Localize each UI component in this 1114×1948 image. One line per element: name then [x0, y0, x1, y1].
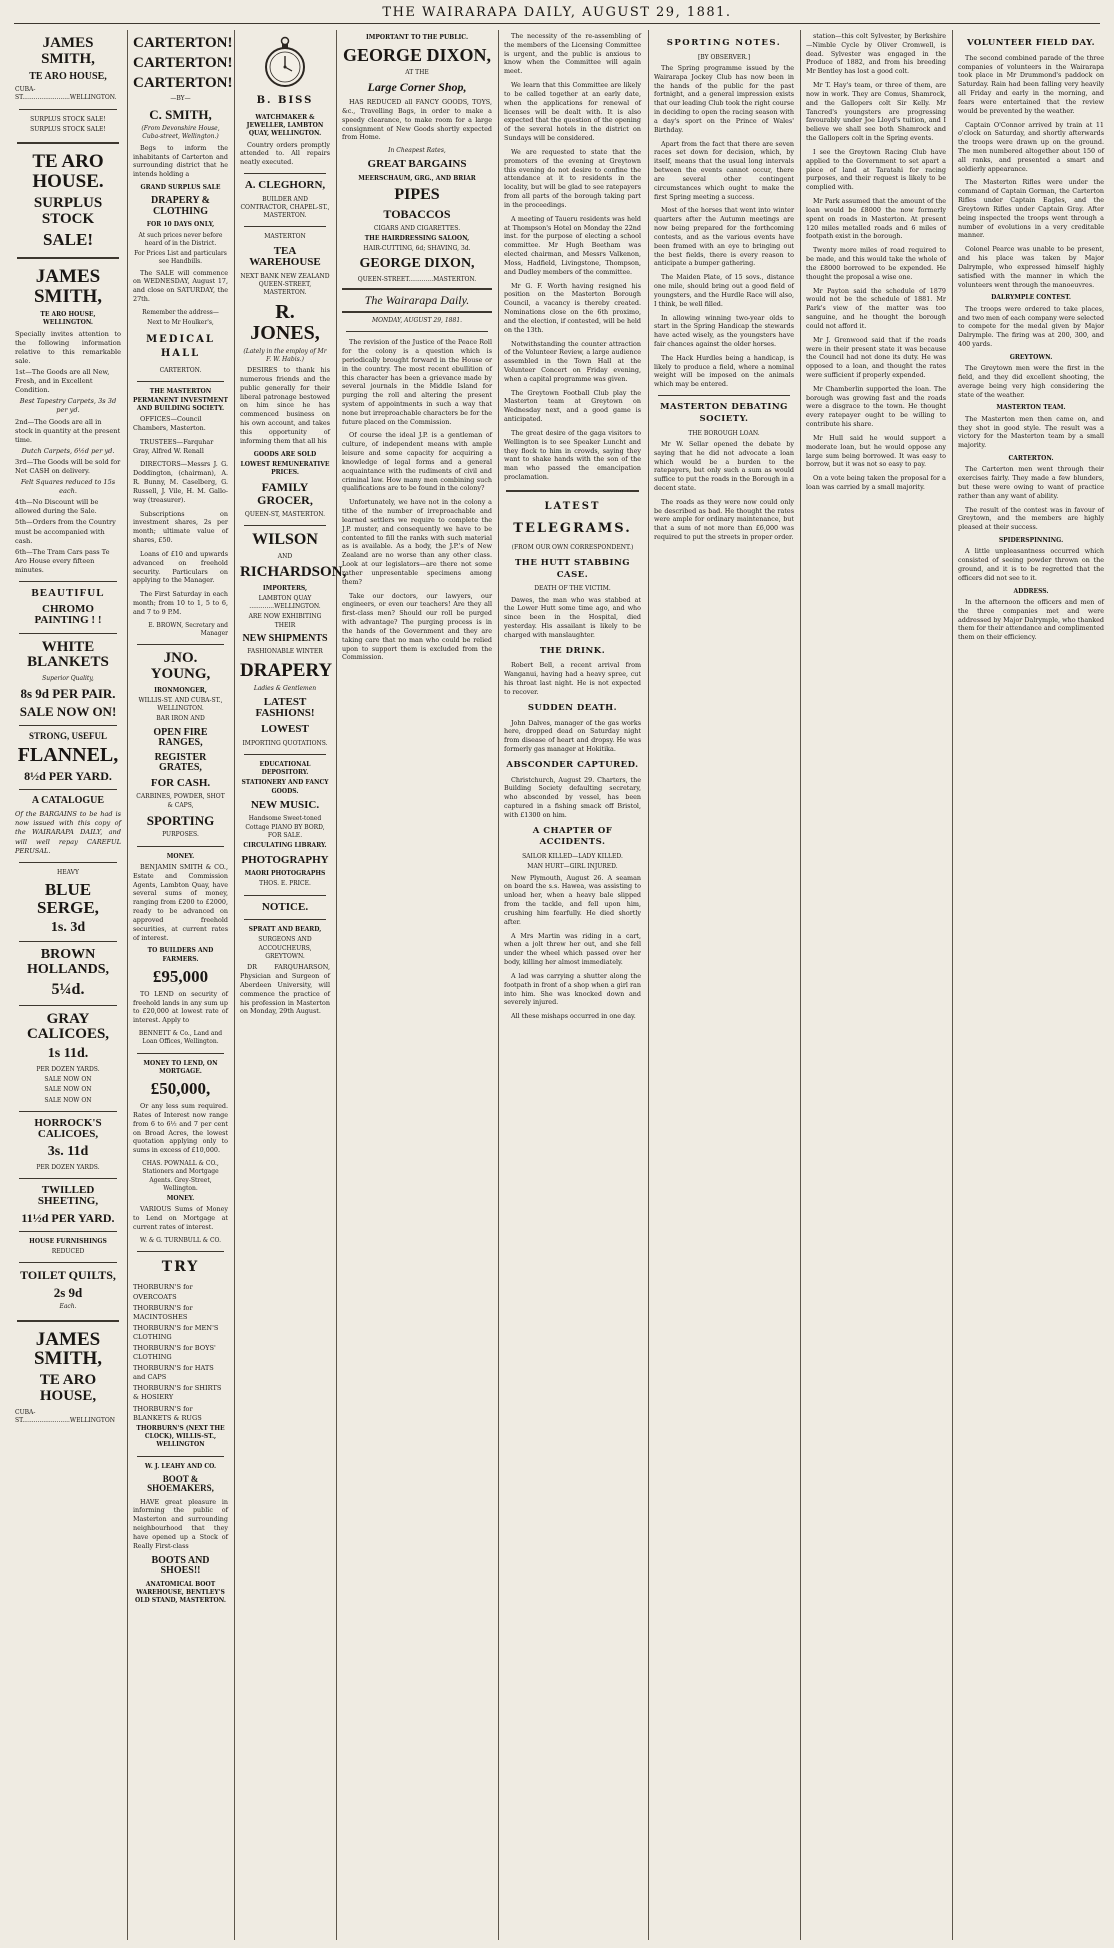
catalogue-text: Of the BARGAINS to be had is now issued with this copy of the WAIRARAPA DAILY, and will well repay CAREFUL PERUSAL.: [15, 810, 121, 855]
leahy-heading: W. J. LEAHY AND CO.: [144, 1462, 217, 1470]
accidents-subheading: MAN HURT—GIRL INJURED.: [527, 863, 618, 871]
news-paragraph: Dawes, the man who was stabbed at the Lower Hutt some time ago, and who since been in the Hospital, died yesterday. His assailant is likely to be charged with manslaughter.: [504, 595, 641, 639]
medical-hall: MEDICAL HALL: [146, 334, 215, 360]
important-heading: IMPORTANT TO THE PUBLIC.: [365, 34, 469, 41]
wilson-heading: WILSON: [252, 530, 318, 548]
money-text: BENJAMIN SMITH & CO., Estate and Commission Agents, Lambton Quay, have several sums of money, ranging from £200 to £2000, ready to be advanced on approved freehold securities, at current rates of interest.: [133, 863, 228, 942]
borough-loan-subheading: THE BOROUGH LOAN.: [688, 429, 760, 437]
column-5: [499, 30, 646, 1940]
byline: [BY OBSERVER.]: [697, 53, 751, 61]
bar-iron: BAR IRON AND: [156, 715, 205, 723]
watchmaker-text: Country orders promptly attended to. All repairs neatly executed.: [240, 140, 330, 167]
flannel-price: 8½d PER YARD.: [24, 769, 112, 784]
meerschaum-heading: MEERSCHAUM, GRG., AND BRIAR: [358, 174, 476, 182]
volunteer-paragraph: Colonel Pearce was unable to be present, and his place was taken by Major Dalrymple, who expressed himself highly satisfied with the manner in which the volunteers went through the manoeuvres.: [958, 245, 1104, 289]
column-8: [953, 30, 1109, 1940]
biss-heading: B. BISS: [256, 95, 314, 106]
news-paragraph: The Greytown Football Club play the Masterton team at Greytown on Wednesday next, and a good game is anticipated.: [504, 388, 641, 424]
library-heading: CIRCULATING LIBRARY.: [243, 842, 327, 850]
loan-amount: £95,000: [152, 966, 209, 986]
news-paragraph: Mr Park assumed that the amount of the loan would be £8000 the now formerly spent on roads in Masterton. At present 120 miles metalled roads and 6 miles of footpath exist in the borough.: [806, 197, 946, 241]
importing-label: IMPORTING QUOTATIONS.: [242, 739, 328, 747]
debate-paragraph: The roads as they were now could only be described as bad. He thought the rates were ample for ordinary maintenance, but that a sum of not more than £6,000 was required to put the streets in proper order.: [654, 497, 794, 542]
store-address-line: TE ARO HOUSE, WELLINGTON.: [40, 311, 96, 327]
thorburns-line: THORBURN'S for OVERCOATS: [133, 1283, 193, 1301]
thorburns-line: THORBURN'S for MEN'S CLOTHING: [133, 1323, 219, 1341]
cheapest-rates: In Cheapest Rates,: [388, 147, 446, 155]
sale-item: Dutch Carpets, 6½d per yd.: [21, 446, 115, 455]
column-6: [649, 30, 799, 1940]
sporting-paragraph: Most of the horses that went into winter quarters after the Autumn meetings are now being prepared for the forthcoming contests, and as the various events have been framed with an eye to bringing out the best fields, there is every reason to anticipate a bumper gathering.: [654, 206, 794, 268]
carterton-heading: CARTERTON.: [1008, 454, 1054, 462]
chromo-heading: CHROMO PAINTING ! !: [34, 602, 102, 627]
society-heading: THE MASTERTON PERMANENT INVESTMENT AND BUILDING SOCIETY.: [133, 388, 228, 412]
handbills-text: For Prices List and particulars see Handbills.: [134, 250, 227, 266]
footer-address: CUBA-ST.........................WELLINGTON: [15, 1408, 116, 1425]
drink-heading: THE DRINK.: [539, 645, 606, 656]
news-paragraph: Mr G. F. Worth having resigned his position on the Masterton Borough Council, a vacancy is thereby created. Nominations close on the 6th proximo, and the election, if contested, will be held on the 13th.: [504, 281, 641, 334]
grates-heading: REGISTER GRATES,: [154, 751, 207, 774]
news-paragraph: The great desire of the gaga visitors to Wellington is to see Speaker Luncht and they flock to him in crowds, saying they want to shake hands with the son of the man who passed the emancipation proclamation.: [504, 428, 641, 482]
cigars-label: CIGARS AND CIGARETTES.: [373, 224, 461, 232]
notice-heading: NOTICE.: [261, 900, 309, 913]
ranges-heading: OPEN FIRE RANGES,: [153, 726, 208, 749]
news-paragraph: Mr J. Grenwood said that if the roads were in their present state it was because the Council had not done its duty. He was opposed to a loan, and thought the rates were sufficient if properly expended.: [806, 335, 946, 379]
accidents-subheading: SAILOR KILLED—LADY KILLED.: [522, 853, 623, 861]
carterton-label: CARTERTON.: [159, 367, 202, 375]
news-paragraph: A lad was carrying a shutter along the footpath in front of a shop when a girl ran into him. She was knocked down and severely injured.: [504, 971, 641, 1007]
furnishings-reduced: REDUCED: [51, 1247, 85, 1255]
farquharson-text: DR FARQUHARSON, Physician and Surgeon of Aberdeen University, will commence the practice of his profession in Masterton on Monday, 29th August.: [240, 963, 330, 1016]
cleghorn-heading: A. CLEGHORN,: [244, 179, 326, 192]
telegrams-heading: TELEGRAMS.: [513, 520, 632, 536]
mortgage-amount: £50,000,: [150, 1079, 211, 1099]
sporting-paragraph: The Hack Hurdles being a handicap, is likely to produce a field, where a nominal weight will be imposed on the animals which may be entered.: [654, 353, 794, 389]
sale-item: Felt Squares reduced to 15s each.: [20, 478, 116, 496]
advertiser-name: C. SMITH,: [149, 106, 212, 122]
sale-item: 4th—No Discount will be allowed during the Sale.: [15, 498, 99, 516]
mortgage-heading: MONEY TO LEND, ON MORTGAGE.: [143, 1059, 218, 1075]
society-loans: Loans of £10 and upwards advanced on freehold security. Particulars on applying to the Manager.: [133, 549, 228, 585]
issue-date: MONDAY, AUGUST 29, 1881.: [371, 316, 463, 324]
advertiser-origin: (From Devonshire House, Cuba-street, Wellington.): [141, 125, 220, 141]
jones-text: DESIRES to thank his numerous friends and the public generally for their liberal patronage bestowed on him since he has commenced business on his own account, and takes this opportunity of informing them that all his: [240, 366, 330, 445]
new-music: NEW MUSIC.: [250, 798, 320, 811]
latest-heading: LATEST: [544, 500, 601, 512]
thorburns-line: THORBURN'S for BOYS' CLOTHING: [133, 1343, 216, 1362]
news-paragraph: John Dalves, manager of the gas works here, dropped dead on Saturday night from disease of heart and dropsy. He was formerly gas manager at Hokitika.: [504, 718, 641, 753]
sale-item: 6th—The Tram Cars pass Te Aro House every fifteen minutes.: [15, 547, 110, 574]
news-paragraph: Robert Bell, a recent arrival from Wanganui, having had a heavy spree, cut his throat last night. He is not expected to recover.: [504, 661, 641, 696]
society-directors: DIRECTORS—Messrs J. G. Doddington, (chairman), A. R. Bunny, M. Caselberg, G. Russell, J. Vile, H. M. Gallo-way (treasurer).: [133, 460, 228, 504]
hollands-price: 5¼d.: [51, 980, 85, 998]
ironmonger-label: IRONMONGER,: [154, 686, 207, 694]
boot-warehouse: ANATOMICAL BOOT WAREHOUSE, BENTLEY'S OLD STAND, MASTERTON.: [135, 1580, 226, 1605]
purposes-label: PURPOSES.: [162, 831, 199, 839]
store-banner: TE ARO HOUSE.: [32, 151, 104, 192]
family-grocer: FAMILY GROCER,: [257, 480, 313, 507]
column-2-ads: [128, 30, 233, 1940]
at-the: AT THE: [405, 69, 429, 77]
importers-label: IMPORTERS,: [262, 584, 308, 592]
sale-now-on: SALE NOW ON!: [19, 704, 117, 720]
thorburns-line: THORBURN'S for SHIRTS & HOSIERY: [133, 1384, 222, 1402]
latest-fashions: LATEST FASHIONS!: [255, 695, 315, 720]
masthead: [0, 0, 1114, 26]
society-secretary: E. BROWN, Secretary and Manager: [148, 621, 228, 637]
piano-text: Handsome Sweet-toned Cottage PIANO BY BORD, FOR SALE.: [245, 815, 325, 839]
blankets-quality: Superior Quality,: [42, 675, 94, 683]
blankets-heading: WHITE BLANKETS: [27, 638, 109, 671]
hairdressing-heading: THE HAIRDRESSING SALOON,: [364, 234, 470, 242]
sporting-paragraph: Apart from the fact that there are seven races set down for decision, which, by itself, means that the usual long intervals between the events cannot occur, there are several other contingent circumstances which ought to make the first Spring meeting a success.: [654, 139, 794, 201]
sporting-paragraph: In allowing winning two-year olds to start in the Spring Handicap the stewards have acted wisely, as the youngsters have fair chances against the older horses.: [654, 313, 794, 348]
educational-heading: EDUCATIONAL DEPOSITORY.: [259, 760, 311, 777]
pipes-heading: PIPES: [394, 186, 440, 204]
boots-shoes: BOOTS AND SHOES!!: [151, 1554, 210, 1577]
jones-heading: R. JONES,: [250, 300, 320, 344]
surgeons-label: SURGEONS AND ACCOUCHEURS, GREYTOWN.: [258, 936, 312, 960]
sale-item: 5th—Orders from the Country must be accompanied with cash.: [15, 518, 116, 545]
goods-sold: GOODS ARE SOLD: [253, 450, 317, 458]
loan-agent: BENNETT & Co., Land and Loan Offices, Wellington.: [138, 1030, 223, 1046]
news-paragraph: Christchurch, August 29. Charters, the Building Society defaulting secretary, who absconded by vessel, has been captured in a fishing smack off Bristol, with £1300 on him.: [504, 775, 641, 819]
stationery-heading: STATIONERY AND FANCY GOODS.: [241, 779, 329, 795]
young-heading: JNO. YOUNG,: [150, 650, 211, 682]
column-4: [337, 30, 497, 1940]
boot-heading: BOOT & SHOEMAKERS,: [147, 1473, 214, 1494]
loan-text: TO LEND on security of freehold lands in any sum up to £20,000 at lowest rate of interest. Apply to: [133, 989, 228, 1025]
volunteer-paragraph: The Carterton men went through their exercises fairly. They made a few blunders, but these were owing to want of practice rather than any want of ability.: [958, 465, 1104, 500]
fashionable-label: FASHIONABLE WINTER: [247, 648, 323, 656]
footer-store-name: TE ARO HOUSE,: [39, 1372, 97, 1405]
advertiser-name-large: JAMES SMITH,: [33, 266, 103, 308]
maori-photographs: MAORI PHOTOGRAPHS: [244, 870, 326, 878]
column-7: [801, 30, 951, 1940]
by-label: —BY—: [170, 95, 191, 103]
serge-price: 1s. 3d: [50, 919, 86, 935]
sale-item: Best Tapestry Carpets, 3s 3d per yd.: [19, 397, 117, 415]
volunteer-heading: VOLUNTEER FIELD DAY.: [966, 38, 1096, 48]
sale-banner: SALE!: [42, 230, 94, 250]
editorial-paragraph: Of course the ideal J.P. is a gentleman of culture, of independent means with ample leisure and some capacity for acquiring a knowledge of legal forms and a general acquaintance with the rudiments of civil and criminal law. How many men combining such qualifications are to be found in the colony?: [342, 431, 492, 493]
furnishings-heading: HOUSE FURNISHINGS: [29, 1237, 107, 1245]
volunteer-paragraph: The result of the contest was in favour of Greytown, and the members are highly pleased at their success.: [958, 505, 1104, 532]
blankets-price: 8s 9d PER PAIR.: [20, 686, 116, 702]
haircut-prices: HAIR-CUTTING, 6d; SHAVING, 3d.: [363, 245, 471, 253]
carterton-banner: CARTERTON!: [133, 35, 233, 51]
photography-heading: PHOTOGRAPHY: [241, 853, 329, 866]
drapery-heading: DRAPERY: [240, 659, 333, 681]
address-label: Remember the address—: [142, 308, 219, 316]
dalrymple-heading: DALRYMPLE CONTEST.: [991, 294, 1071, 302]
horrocks-price: 3s. 11d: [47, 1143, 89, 1159]
sporting-paragraph: The Spring programme issued by the Wairarapa Jockey Club has now been in the hands of the public for the past fortnight, and a general impression exists that our leading Club took the right course in deciding to open the racing season with a day's sport on the Prince of Wales' Birthday.: [654, 63, 794, 134]
quilts-price: 2s 9d: [53, 1284, 83, 1300]
wilson-address: LAMBTON QUAY .............WELLINGTON.: [249, 594, 321, 611]
store-name: TE ARO HOUSE,: [29, 70, 107, 82]
mortgage-agent: CHAS. POWNALL & CO., Stationers and Mortgage Agents. Grey-Street, Wellington.: [142, 1160, 219, 1192]
flannel-intro: STRONG, USEFUL: [28, 730, 108, 741]
next-to: Next to Mr Houlker's,: [147, 319, 214, 327]
and-label: AND: [277, 552, 293, 560]
now-exhibiting: ARE NOW EXHIBITING THEIR: [248, 613, 322, 629]
surplus-line: SURPLUS STOCK SALE!: [30, 115, 106, 123]
sale-dates: The SALE will commence on WEDNESDAY, August 17, and close on SATURDAY, the 27th.: [133, 268, 228, 304]
dixon-text: HAS REDUCED all FANCY GOODS, TOYS, &c., Travelling Bags, in order to make a speedy clearance, to make room for a large consignment of New Goods shortly expected from Home.: [342, 98, 492, 142]
debate-paragraph: Mr W. Sellar opened the debate by saying that he did not advocate a loan which would be a burden to the ratepayers, but only such a sum as would suffice to put the roads in the Borough in a decent state.: [654, 439, 794, 492]
editorial-paragraph: The revision of the Justice of the Peace Roll for the colony is a question which is periodically brought forward in the House or in the country. The most recent ebullition of this character has been a grievance made by several journals in the Middle Island for purging the roll and altering the present system of appointments in such a way that none but irreproachable characters be for the future placed on the Commission.: [342, 338, 492, 426]
sale-item: 3rd—The Goods will be sold for Net CASH on delivery.: [15, 457, 121, 475]
news-paragraph: Notwithstanding the counter attraction of the Volunteer Review, a large audience assembled in the Town Hall at the Volunteer Concert on Friday evening, when a capital programme was given.: [504, 339, 641, 383]
news-paragraph: Mr Chamberlin supported the loan. The borough was growing fast and the roads were a disgrace to the town. He thought every ratepayer ought to be willing to contribute his share.: [806, 384, 946, 429]
dixon-heading: GEORGE DIXON,: [342, 45, 492, 66]
carterton-banner: CARTERTON!: [133, 54, 233, 71]
large-corner-shop: Large Corner Shop,: [367, 80, 467, 95]
news-paragraph: All these mishaps occurred in one day.: [511, 1012, 636, 1021]
accidents-heading: A CHAPTER OF ACCIDENTS.: [532, 825, 613, 848]
thorburns-line: THORBURN'S for MACINTOSHES: [133, 1303, 193, 1321]
calicoes-heading: GRAY CALICOES,: [26, 1010, 110, 1043]
flannel-heading: FLANNEL,: [17, 744, 119, 767]
volunteer-paragraph: A little unpleasantness occurred which consisted of seeing powder thrown on the ground, and it is to be regretted that the officers did not see to it.: [958, 547, 1104, 582]
builder-label: BUILDER AND CONTRACTOR, CHAPEL-ST., MASTERTON.: [240, 195, 330, 220]
hollands-heading: BROWN HOLLANDS,: [26, 947, 110, 978]
try-heading: TRY: [161, 1259, 200, 1276]
tobaccos-heading: TOBACCOS: [383, 207, 451, 222]
price-signature: THOS. E. PRICE.: [259, 880, 311, 888]
volunteer-paragraph: The Greytown men were the first in the field, and they did excellent shooting, the average being very high considering the state of the weather.: [958, 364, 1104, 399]
quilts-heading: TOILET QUILTS,: [20, 1268, 116, 1283]
news-paragraph: I see the Greytown Racing Club have applied to the Government to set apart a piece of land at Taratahi for racing purposes, and their request is likely to be complied with.: [806, 147, 946, 192]
society-subscriptions: Subscriptions on investment shares, 2s per month; ultimate value of shares, £50.: [133, 509, 228, 545]
news-paragraph: Mr Hull said he would support a moderate loan, but he would oppose any large sum being borrowed. It was easy to borrow, but it was not so easy to pay.: [806, 433, 946, 469]
ladies-label: Ladies & Gentlemen: [253, 684, 317, 692]
news-paragraph: Twenty more miles of road required to be made, and this would take the whole of the £8000 borrowed to be expended. He thought the proposal a wise one.: [806, 246, 946, 281]
society-nights: The First Saturday in each month; from 10 to 1, 5 to 6, and 7 to 9 P.M.: [133, 590, 228, 616]
turnbull-agent: W. & G. TURNBULL & CO.: [139, 1236, 222, 1244]
news-paragraph: Mr T. Hay's team, or three of them, are now in work. They are Comus, Shamrock, and the Gallopers colt Sir Kelly. Mr Tancred's youngsters are progressing favourably under Joe Lloyd's tuition, and I believe we shall see both Shamrock and the Gallopers colt in the Spring events.: [806, 81, 946, 143]
dixon-address: QUEEN-STREET.............MASTERTON.: [357, 276, 477, 284]
dixon-signature: GEORGE DIXON,: [359, 256, 475, 272]
sudden-death-heading: SUDDEN DEATH.: [527, 702, 618, 713]
richardson-heading: RICHARDSON,: [240, 563, 347, 580]
grand-sale: GRAND SURPLUS SALE: [140, 184, 221, 191]
boot-text: HAVE great pleasure in informing the public of Masterton and surrounding neighbourhood that they have opened up a Stock of Really First-class: [133, 1497, 228, 1550]
volunteer-paragraph: The troops were ordered to take places, and two men of each company were selected to compete for the medal given by Major Dalrymple. The firing was at 200, 300, and 400 yards.: [958, 304, 1104, 348]
drapery-heading: DRAPERY & CLOTHING: [151, 195, 210, 217]
address-heading: ADDRESS.: [1013, 587, 1049, 595]
new-shipments: NEW SHIPMENTS: [242, 632, 328, 644]
volunteer-paragraph: The Masterton Rifles were under the command of Captain Gorman, the Carterton Rifles under Captain Eagles, and the Greytown Rifles under Captain Gray. After being inspected the troops went through a number of evolutions in a very creditable manner.: [958, 178, 1104, 240]
surplus-line: SURPLUS STOCK SALE!: [30, 125, 106, 133]
ad-text: Begs to inform the inhabitants of Carterton and surrounding district that he intends holding a: [133, 143, 228, 179]
pocket-watch-icon: [263, 36, 307, 88]
young-address: WILLIS-ST. AND CUBA-ST., WELLINGTON.: [138, 696, 223, 713]
volunteer-paragraph: Captain O'Connor arrived by train at 11 o'clock on Saturday, and shortly afterwards the troops were drawn up on the ground. The men numbered altogether about 150 of all ranks, and presented a smart and soldierly appearance.: [958, 120, 1104, 173]
masterton-label: MASTERTON: [264, 233, 306, 241]
watchmaker-label: WATCHMAKER & JEWELLER, LAMBTON QUAY, WELLINGTON.: [246, 113, 324, 138]
sale-item: 1st—The Goods are all New, Fresh, and in Excellent Condition.: [15, 368, 110, 395]
editorial-paragraph: Take our doctors, our lawyers, our engineers, or even our teachers! Are they all first-class men? Should our roll be purged with advantage? The purging process is in the hands of the Government and they are taking care that no man who could be relied upon to support them is excluded from the Commission.: [342, 591, 492, 662]
advertiser-name: JAMES SMITH,: [41, 35, 95, 67]
news-paragraph: The necessity of the re-assembling of the members of the Licensing Committee is urgent, and the public is anxious to know when the Committee will again meet.: [504, 32, 641, 76]
column-3-ads: [235, 30, 347, 1940]
footer-advertiser-name: JAMES SMITH,: [33, 1328, 103, 1370]
grocer-address: QUEEN-ST, MASTERTON.: [244, 510, 326, 518]
news-paragraph: We are requested to state that the promoters of the evening at Greytown this evening do not desire to confine the attendance at it to residents in the locality, but will be glad to see ratepayers from all parts of the borough taking part in the proceedings.: [504, 147, 641, 209]
sale-now-on: SALE NOW ON: [44, 1096, 92, 1104]
carbines-text: CARBINES, POWDER, SHOT & CAPS,: [136, 793, 225, 809]
masterton-team-heading: MASTERTON TEAM.: [996, 404, 1066, 412]
lowest-label: LOWEST: [261, 723, 309, 736]
sporting-paragraph: The Maiden Plate, of 15 sovs., distance one mile, should bring out a good field of youngsters, and the Hurdle Race will also, I think, be well filled.: [654, 273, 794, 308]
absconder-heading: ABSCONDER CAPTURED.: [506, 759, 639, 770]
heavy-label: HEAVY: [57, 868, 79, 876]
bargains-heading: GREAT BARGAINS: [367, 158, 467, 171]
sale-item: 2nd—The Goods are all in stock in quantity at the present time.: [15, 417, 121, 444]
money-heading: MONEY.: [166, 1195, 195, 1203]
sale-now-on: SALE NOW ON: [44, 1086, 92, 1094]
news-paragraph: A meeting of Taueru residents was held at Thompson's Hotel on Monday the 22nd inst. for the purpose of electing a school committee. Mr Hugh Beetham was elected chairman, and Messrs Valkenon, Moss, Hadfield, Livingstone, Thompson, and Dudley members of the committee.: [504, 214, 641, 276]
money-heading: MONEY.: [166, 852, 195, 860]
news-paragraph: On a vote being taken the proposal for a loan was carried by a small majority.: [806, 474, 946, 492]
for-cash: FOR CASH.: [150, 776, 211, 789]
spider-heading: SPIDERSPINNING.: [998, 537, 1064, 545]
builders-heading: TO BUILDERS AND FARMERS.: [147, 947, 214, 963]
tea-heading: TEA WAREHOUSE: [249, 244, 321, 269]
column-1-james-smith-ad: [10, 30, 126, 1940]
news-paragraph: New Plymouth, August 26. A seaman on board the s.s. Hawea, was assisting to unload her, when a heavy bale slipped from the tackle, and fell upon him, crushing him fearfully. He died shortly after.: [504, 873, 641, 926]
surplus-banner: SURPLUS STOCK: [33, 194, 103, 227]
society-offices: OFFICES—Council Chambers, Masterton.: [133, 415, 206, 432]
debating-heading: MASTERTON DEBATING SOCIETY.: [660, 402, 788, 424]
greytown-heading: GREYTOWN.: [1009, 353, 1053, 361]
thorburns-line: THORBURN'S for BLANKETS & RUGS: [133, 1404, 202, 1422]
sporting-heading: SPORTING: [146, 812, 215, 828]
per-dozen: PER DOZEN YARDS.: [36, 1065, 100, 1073]
quilts-each: Each.: [59, 1303, 77, 1311]
various-text: VARIOUS Sums of Money to Lend on Mortgage at current rates of interest.: [133, 1205, 228, 1231]
catalogue-heading: A CATALOGUE: [31, 794, 105, 806]
news-paragraph: Mr Payton said the schedule of 1879 would not be the schedule of 1881. Mr Park's view of the matter was too sanguine, and he thought the borough could not afford it.: [806, 286, 946, 330]
correspondent-label: (FROM OUR OWN CORRESPONDENT.): [511, 543, 634, 551]
carterton-banner: CARTERTON!: [133, 74, 233, 91]
sale-now-on: SALE NOW ON: [44, 1075, 92, 1083]
volunteer-paragraph: The second combined parade of the three companies of volunteers in the Wairarapa took place in Mr Drummond's paddock on Saturday. Rain had been falling very heavily all Friday and early in the morning, and fears were entertained that the review would be prevented by the weather.: [958, 53, 1104, 115]
lowest-prices: LOWEST REMUNERATIVE PRICES.: [240, 460, 330, 477]
calicoes-price: 1s 11d.: [47, 1046, 89, 1062]
prices-text: At such prices never before heard of in the District.: [138, 231, 223, 247]
sheeting-price: 11½d PER YARD.: [21, 1210, 115, 1225]
days-label: FOR 10 DAYS ONLY,: [146, 221, 215, 229]
store-address: CUBA-ST.........................WELLINGTON.: [15, 86, 117, 102]
newspaper-nameplate: The Wairarapa Daily.: [342, 288, 492, 313]
serge-heading: BLUE SERGE,: [37, 879, 99, 917]
thorburns-line: THORBURN'S for HATS and CAPS: [133, 1364, 214, 1382]
sporting-heading: SPORTING NOTES.: [666, 38, 782, 48]
beautiful-heading: BEAUTIFUL: [31, 587, 105, 600]
horrocks-heading: HORROCK'S CALICOES,: [34, 1116, 102, 1141]
volunteer-paragraph: The Masterton men then came on, and they shot in good style. The result was a victory for the Masterton team by a small majority.: [958, 414, 1104, 450]
masthead-title: THE WAIRARAPA DAILY, AUGUST 29, 1881.: [382, 5, 732, 20]
mortgage-text: Or any less sum required. Rates of Interest now range from 6 to 6½ and 7 per cent on Broad Acres, the lowest quotation applying only to sums in excess of £10,000.: [133, 1102, 228, 1155]
hutt-heading: THE HUTT STABBING CASE.: [514, 557, 630, 580]
jones-note: (Lately in the employ of Mr F. W. Habis.): [243, 347, 327, 363]
sheeting-heading: TWILLED SHEETING,: [37, 1183, 99, 1208]
news-paragraph: A Mrs Martin was riding in a cart, when a jolt threw her out, and she fell under the wheel which passed over her body, killing her almost immediately.: [504, 931, 641, 967]
thorburns-address: THORBURN'S (NEXT THE CLOCK), WILLIS-ST., WELLINGTON: [136, 1424, 225, 1449]
spratt-heading: SPRATT AND BEARD,: [248, 926, 322, 934]
tea-address: NEXT BANK NEW ZEALAND QUEEN-STREET, MASTERTON.: [240, 272, 330, 297]
news-paragraph: We learn that this Committee are likely to be called together at an early date, when the applications for renewal of licenses will be dealt with. It is also expected that the question of the opening of the several hotels in the district on Sundays will be considered.: [504, 81, 641, 143]
per-dozen: PER DOZEN YARDS.: [36, 1163, 100, 1171]
news-paragraph: station—this colt Sylvester, by Berkshire—Nimble Cycle by Oliver Cromwell, is dead. Sylvester was engaged in the Produce of 1882, and from his breeding Mr Bentley has lost a good colt.: [806, 32, 946, 76]
sale-intro: Specially invites attention to the following information relative to this remarkable sale.: [15, 329, 121, 365]
society-trustees: TRUSTEES—Farquhar Gray, Alfred W. Renall: [133, 437, 214, 455]
volunteer-paragraph: In the afternoon the officers and men of the three companies met and were addressed by Major Dalrymple, who thanked them for their attendance and complimented them on their efficiency.: [958, 597, 1104, 642]
editorial-paragraph: Unfortunately, we have not in the colony a tithe of the number of irreproachable and learned settlers we require to complete the J.P. muster, and consequently we have to be contented to fill the ranks with such material as is available. As a body, the J.P.'s of New Zealand are no worse than any other class. Look at our legislators—are there not some rather unpresentable specimens among them?: [342, 498, 492, 586]
death-subheading: DEATH OF THE VICTIM.: [534, 585, 611, 593]
